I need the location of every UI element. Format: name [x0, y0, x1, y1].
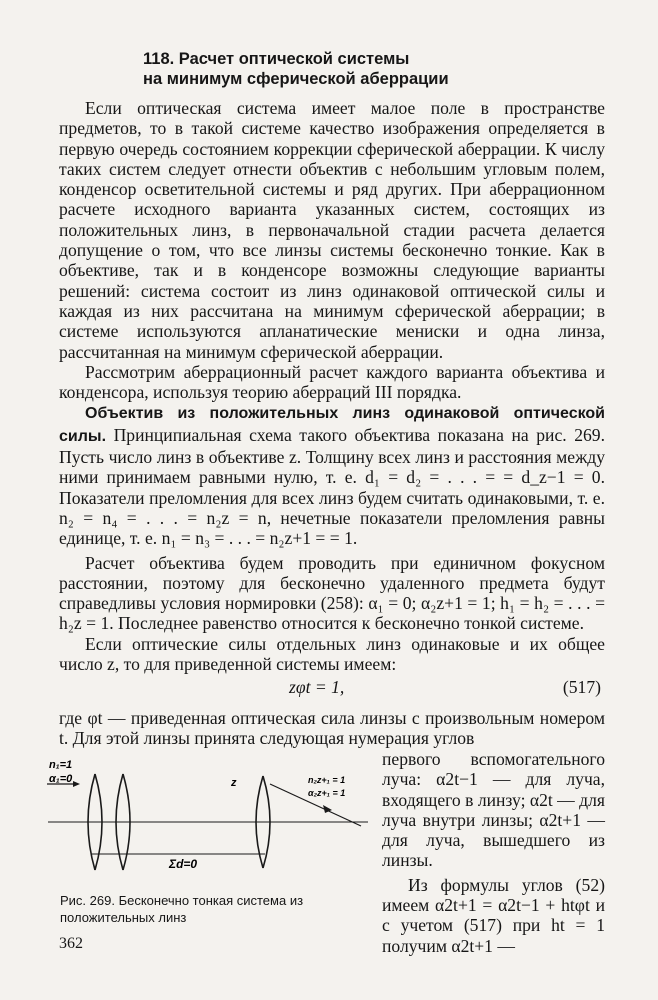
label-alpha1: α₁=0	[49, 773, 73, 785]
figure-caption: Рис. 269. Бесконечно тонкая система из положительных линз	[60, 893, 304, 925]
equation-number: (517)	[562, 677, 601, 697]
label-alpha2z: α₂z+₁ = 1	[308, 788, 346, 798]
label-n1: n₁=1	[49, 759, 73, 771]
equation-517	[59, 677, 605, 699]
section-title	[143, 49, 449, 89]
paragraph-3	[59, 402, 605, 548]
right-column	[382, 749, 605, 956]
section-title-line1: 118. Расчет оптической системы	[143, 50, 410, 68]
paragraph-3-text: Принципиальная схема такого объектива показана на рис. 269. Пусть число линз в объективе z. Толщину всех линз и расстояния между ними принимаем равными нулю, т. е. d₁ = d₂ = . . . = = d_z−1 = 0. Показатели преломления для всех линз будем считать одинаковыми, т. е. n₂ = n₄ = . . . = n₂z = n, нечетные показатели преломления равны единице, т. е. n₁ = n₃ = . . . = n₂z+1 = = 1.	[59, 424, 605, 549]
figure-269	[43, 754, 373, 904]
body-text	[59, 98, 605, 674]
equation-formula: zφt = 1,	[289, 677, 345, 697]
right-col-paragraph-1: первого вспомогательного луча: α2t−1 — для луча, входящего в линзу; α2t — для луча внутри линзы; α2t+1 — для луча, вышедшего из линзы.	[382, 749, 605, 871]
right-col-paragraph-2: Из формулы углов (52) имеем α2t+1 = α2t−1 + htφt и с учетом (517) при ht = 1 получим α2t+1 —	[382, 874, 605, 956]
paragraph-1: Если оптическая система имеет малое поле в пространстве предметов, то в такой системе качество изображения определяется в первую очередь состоянием коррекции сферической аберрации. К числу таких систем следует отнести объектив с небольшим угловым полем, конденсор осветительной системы и ряд других. При аберрационном расчете исходного варианта указанных систем, состоящих из положительных линз, в первоначальной стадии расчета делается допущение о том, что все линзы системы бесконечно тонкие. Как в объективе, так и в конденсоре возможны следующие варианты решений: система состоит из линз одинаковой оптической силы и каждая из них рассчитана на минимум сферической аберрации; в системе используются апланатические мениски и одна линза, рассчитанная на минимум сферической аберрации.	[59, 98, 605, 362]
arrow-icon	[73, 781, 80, 787]
paragraph-2: Рассмотрим аберрационный расчет каждого варианта объектива и конденсора, используя теорию аберраций III порядка.	[59, 361, 605, 403]
paragraph-6-block	[59, 708, 605, 749]
paragraph-4: Расчет объектива будем проводить при единичном фокусном расстоянии, поэтому для бесконечно удаленного предмета будут справедливы условия нормировки (258): α₁ = 0; α₂z+1 = 1; h₁ = h₂ = . . . = h₂z = 1. Последнее равенство относится к бесконечно тонкой системе.	[59, 552, 605, 634]
paragraph-6: где φt — приведенная оптическая сила линзы с произвольным номером t. Для этой линзы принята следующая нумерация углов	[59, 708, 605, 749]
label-z: z	[231, 777, 237, 789]
label-sum-d: Σd=0	[169, 857, 198, 871]
paragraph-5: Если оптические силы отдельных линз одинаковые и их общее число z, то для приведенной системы имеем:	[59, 633, 605, 675]
label-n2z: n₂z+₁ = 1	[308, 775, 346, 785]
runin-heading: Объектив из положительных линз одинаковой оптической силы.	[59, 405, 605, 445]
page-number: 362	[59, 935, 83, 952]
section-title-line2: на минимум сферической аберрации	[143, 70, 449, 88]
